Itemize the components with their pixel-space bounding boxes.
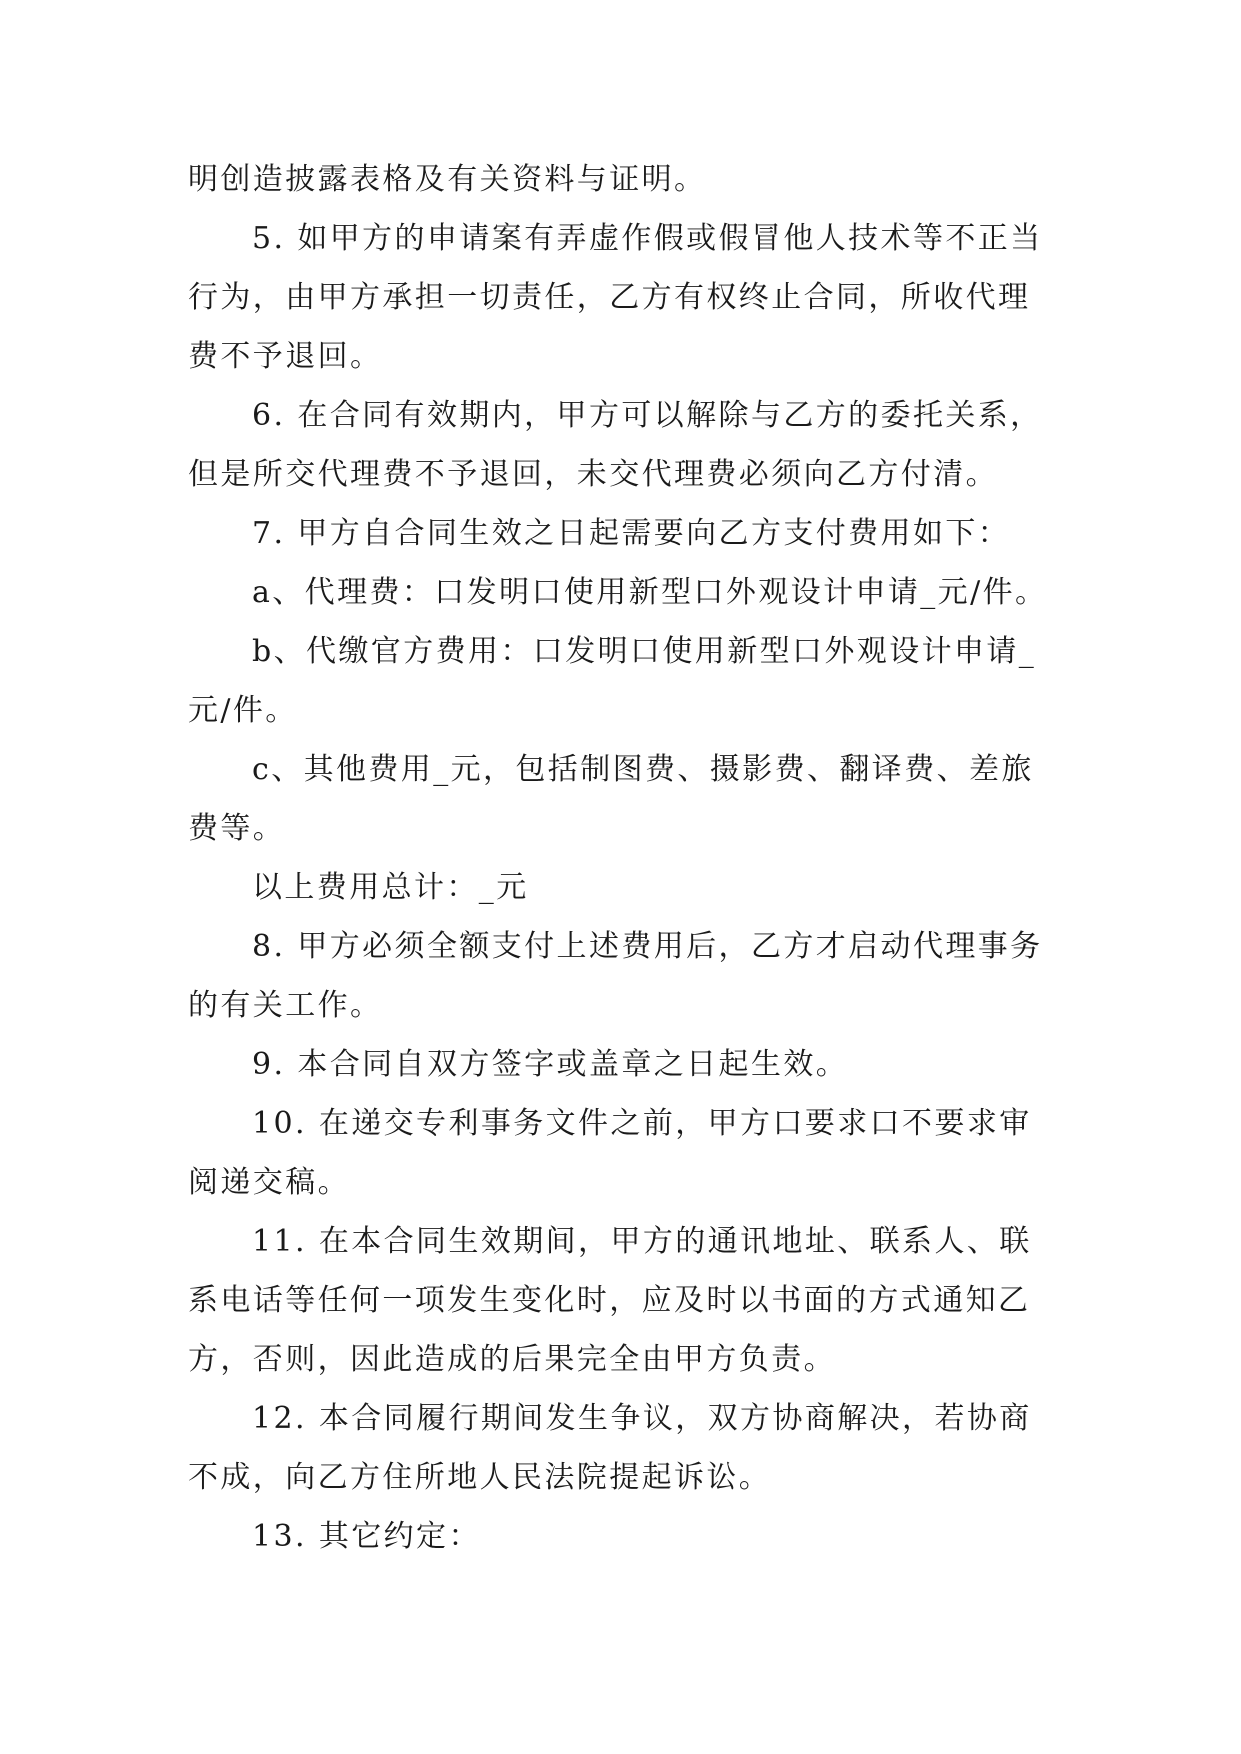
paragraph: 5. 如甲方的申请案有弄虚作假或假冒他人技术等不正当行为，由甲方承担一切责任，乙方有权终止合同，所收代理费不予退回。	[188, 221, 1043, 374]
paragraph: 7. 甲方自合同生效之日起需要向乙方支付费用如下：	[252, 516, 1011, 551]
paragraph: 10. 在递交专利事务文件之前，甲方口要求口不要求审阅递交稿。	[188, 1106, 1032, 1200]
paragraph: 以上费用总计：_元	[252, 870, 529, 905]
paragraph: 13. 其它约定：	[252, 1519, 481, 1554]
paragraph: 9. 本合同自双方签字或盖章之日起生效。	[252, 1047, 849, 1082]
paragraph: 明创造披露表格及有关资料与证明。	[188, 162, 707, 197]
paragraph: 12. 本合同履行期间发生争议，双方协商解决，若协商不成，向乙方住所地人民法院提起诉讼。	[188, 1401, 1032, 1495]
paragraph: c、其他费用_元，包括制图费、摄影费、翻译费、差旅费等。	[188, 752, 1034, 846]
paragraph: 8. 甲方必须全额支付上述费用后，乙方才启动代理事务的有关工作。	[188, 929, 1043, 1023]
paragraph: 11. 在本合同生效期间，甲方的通讯地址、联系人、联系电话等任何一项发生变化时，应及时以书面的方式通知乙方，否则，因此造成的后果完全由甲方负责。	[188, 1224, 1032, 1377]
paragraph: 6. 在合同有效期内，甲方可以解除与乙方的委托关系，但是所交代理费不予退回，未交代理费必须向乙方付清。	[188, 398, 1043, 492]
paragraph: b、代缴官方费用：口发明口使用新型口外观设计申请_元/件。	[188, 634, 1037, 728]
document-body	[188, 150, 1058, 1566]
paragraph: a、代理费：口发明口使用新型口外观设计申请_元/件。	[252, 575, 1048, 610]
